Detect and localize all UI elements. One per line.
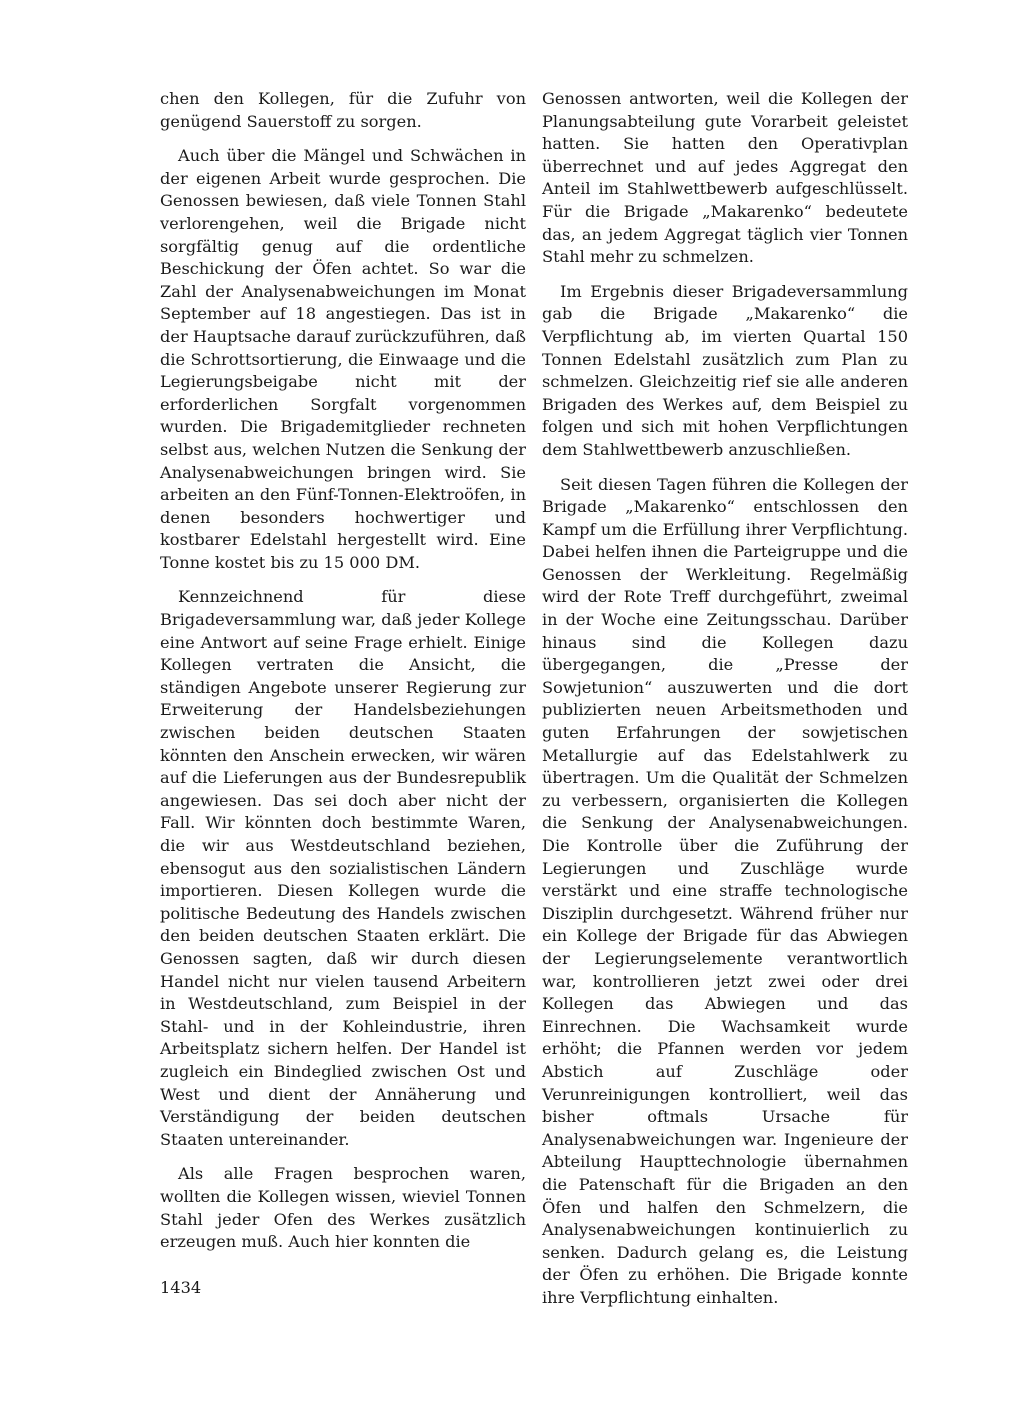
paragraph: chen den Kollegen, für die Zufuhr von genügend Sauerstoff zu sorgen. [160,89,526,131]
paragraph: Genossen antworten, weil die Kollegen der Planungsabteilung gute Vorarbeit geleistet hatten. Sie hatten den Operativplan überrechnet und auf jedes Aggregat den Anteil im Stahlwettbewerb aufgeschlüsselt. Für die Brigade „Makarenko“ bedeutete das, an jedem Aggregat täglich vier Tonnen Stahl mehr zu schmelzen. [542,89,908,267]
page-number: 1434 [160,1278,202,1297]
paragraph: Seit diesen Tagen führen die Kollegen der Brigade „Makarenko“ entschlossen den Kampf um die Erfüllung ihrer Verpflichtung. Dabei helfen ihnen die Parteigruppe und die Genossen der Werkleitung. Regelmäßig wird der Rote Treff durchgeführt, zweimal in der Woche eine Zeitungsschau. Darüber hinaus sind die Kollegen dazu übergegangen, die „Presse der Sowjetunion“ auszuwerten und die dort publizierten neuen Arbeitsmethoden und guten Erfahrungen der sowjetischen Metallurgie auf das Edelstahlwerk zu übertragen. Um die Qualität der Schmelzen zu verbessern, organisierten die Kollegen die Senkung der Analysenabweichungen. Die Kontrolle über die Zuführung der Legierungen und Zuschläge wurde verstärkt und eine straffe technologische Disziplin durchgesetzt. Während früher nur ein Kollege der Brigade für das Abwiegen der Legierungselemente verantwortlich war, kontrollieren jetzt zwei oder drei Kollegen das Abwiegen und das Einrechnen. Die Wachsamkeit wurde erhöht; die Pfannen werden vor jedem Abstich auf Zuschläge oder Verunreinigungen kontrolliert, weil das bisher oftmals Ursache für Analysenabweichungen war. Ingenieure der Abteilung Haupttechnologie übernahmen die Patenschaft für die Brigaden an den Öfen und halfen den Schmelzern, die Analysenabweichungen kontinuierlich zu senken. Dadurch gelang es, die Leistung der Öfen zu erhöhen. Die Brigade konnte ihre Verpflichtung einhalten. [542,474,908,1307]
paragraph: Kennzeichnend für diese Brigadeversammlung war, daß jeder Kollege eine Antwort auf seine Frage erhielt. Einige Kollegen vertraten die Ansicht, die ständigen Angebote unserer Regierung zur Erweiterung der Handelsbeziehungen zwischen beiden deutschen Staaten könnten den Anschein erwecken, wir wären auf die Lieferungen aus der Bundesrepublik angewiesen. Das sei doch aber nicht der Fall. Wir könnten doch bestimmte Waren, die wir aus Westdeutschland beziehen, ebensogut aus den sozialistischen Ländern importieren. Diesen Kollegen wurde die politische Bedeutung des Handels zwischen den beiden deutschen Staaten erklärt. Die Genossen sagten, daß wir durch diesen Handel nicht nur vielen tausend Arbeitern in Westdeutschland, zum Beispiel in der Stahl- und in der Kohleindustrie, ihren Arbeitsplatz sichern helfen. Der Handel ist zugleich ein Bindeglied zwischen Ost und West und dient der Annäherung und Verständigung der beiden deutschen Staaten untereinander. [160,587,526,1149]
right-text-column [542,88,908,1309]
paragraph: Auch über die Mängel und Schwächen in der eigenen Arbeit wurde gesprochen. Die Genossen bewiesen, daß viele Tonnen Stahl verlorengehen, weil die Brigade nicht sorgfältig genug auf die ordentliche Beschickung der Öfen achtet. So war die Zahl der Analysenabweichungen im Monat September auf 18 angestiegen. Das ist in der Hauptsache darauf zurückzuführen, daß die Schrottsortierung, die Einwaage und die Legierungsbeigabe nicht mit der erforderlichen Sorgfalt vorgenommen wurden. Die Brigademitglieder rechneten selbst aus, welchen Nutzen die Senkung der Analysenabweichungen bringen wird. Sie arbeiten an den Fünf-Tonnen-Elektroöfen, in denen besonders hochwertiger und kostbarer Edelstahl hergestellt wird. Eine Tonne kostet bis zu 15 000 DM. [160,146,526,572]
paragraph: Als alle Fragen besprochen waren, wollten die Kollegen wissen, wieviel Tonnen Stahl jeder Ofen des Werkes zusätzlich erzeugen muß. Auch hier konnten die [160,1164,526,1252]
left-text-column [160,88,526,1254]
paragraph: Im Ergebnis dieser Brigadeversammlung gab die Brigade „Makarenko“ die Verpflichtung ab, im vierten Quartal 150 Tonnen Edelstahl zusätzlich zum Plan zu schmelzen. Gleichzeitig rief sie alle anderen Brigaden des Werkes auf, dem Beispiel zu folgen und sich mit hohen Verpflichtungen dem Stahlwettbewerb anzuschließen. [542,281,908,459]
